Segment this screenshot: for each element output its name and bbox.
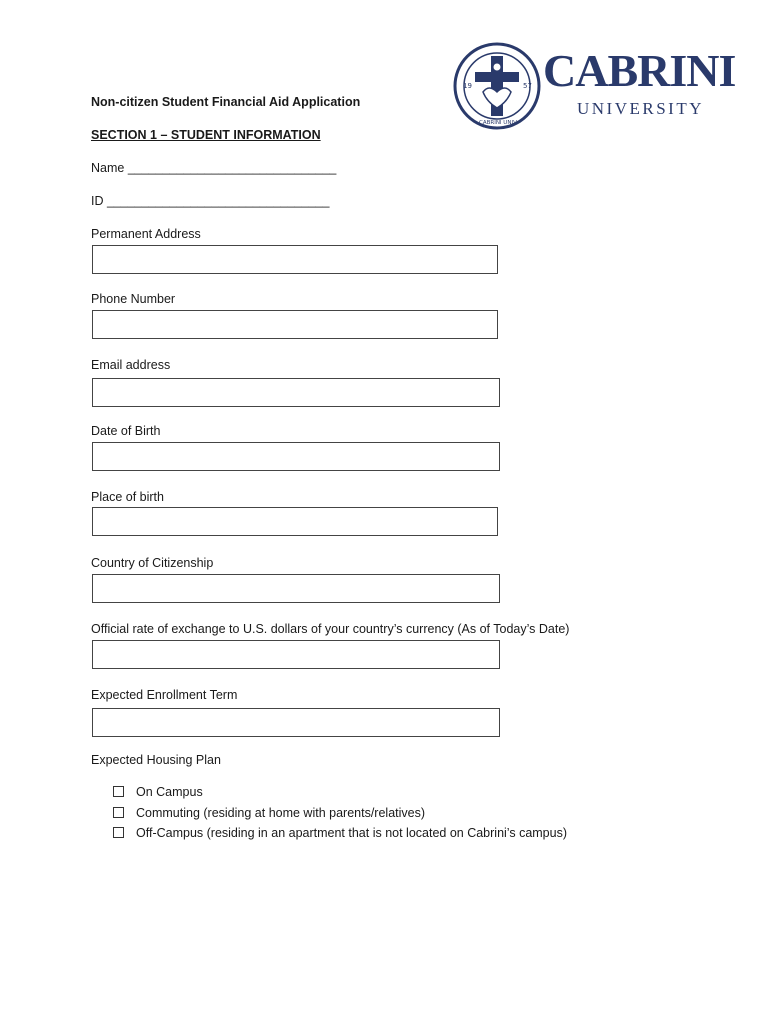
- exchange-rate-field[interactable]: [92, 640, 500, 669]
- permanent-address-field[interactable]: [92, 245, 498, 274]
- svg-text:57: 57: [523, 82, 532, 90]
- place-of-birth-field[interactable]: [92, 507, 498, 536]
- date-of-birth-label: Date of Birth: [91, 424, 161, 438]
- checkbox[interactable]: [113, 786, 124, 797]
- exchange-rate-label: Official rate of exchange to U.S. dollars of your country’s currency (As of Today’s Date): [91, 622, 570, 636]
- id-line[interactable]: ID ________________________________: [91, 194, 330, 208]
- svg-text:CABRINI UNIV.: CABRINI UNIV.: [479, 120, 518, 126]
- housing-option-off-campus[interactable]: [113, 826, 567, 841]
- housing-plan-label: Expected Housing Plan: [91, 753, 221, 767]
- phone-number-label: Phone Number: [91, 292, 176, 306]
- cabrini-university-logo: [453, 40, 736, 134]
- phone-number-field[interactable]: [92, 310, 498, 339]
- housing-option-label: Commuting (residing at home with parents/relatives): [136, 806, 426, 820]
- housing-option-label: On Campus: [136, 785, 203, 799]
- email-address-label: Email address: [91, 358, 171, 372]
- name-line[interactable]: Name ______________________________: [91, 161, 337, 175]
- email-address-field[interactable]: [92, 378, 500, 407]
- housing-option-label: Off-Campus (residing in an apartment that is not located on Cabrini’s campus): [136, 826, 567, 840]
- enrollment-term-label: Expected Enrollment Term: [91, 688, 238, 702]
- date-of-birth-field[interactable]: [92, 442, 500, 471]
- housing-option-commuting[interactable]: [113, 806, 425, 821]
- checkbox[interactable]: [113, 827, 124, 838]
- svg-text:19: 19: [463, 82, 472, 90]
- logo-subtitle: UNIVERSITY: [577, 99, 704, 118]
- logo-wordmark: CABRINI: [543, 45, 736, 96]
- form-title: Non-citizen Student Financial Aid Application: [91, 95, 361, 109]
- place-of-birth-label: Place of birth: [91, 490, 164, 504]
- enrollment-term-field[interactable]: [92, 708, 500, 737]
- housing-option-on-campus[interactable]: [113, 785, 203, 800]
- country-of-citizenship-field[interactable]: [92, 574, 500, 603]
- country-of-citizenship-label: Country of Citizenship: [91, 556, 214, 570]
- checkbox[interactable]: [113, 807, 124, 818]
- university-seal-icon: [453, 40, 541, 132]
- permanent-address-label: Permanent Address: [91, 227, 201, 241]
- section-heading: SECTION 1 – STUDENT INFORMATION: [91, 128, 321, 142]
